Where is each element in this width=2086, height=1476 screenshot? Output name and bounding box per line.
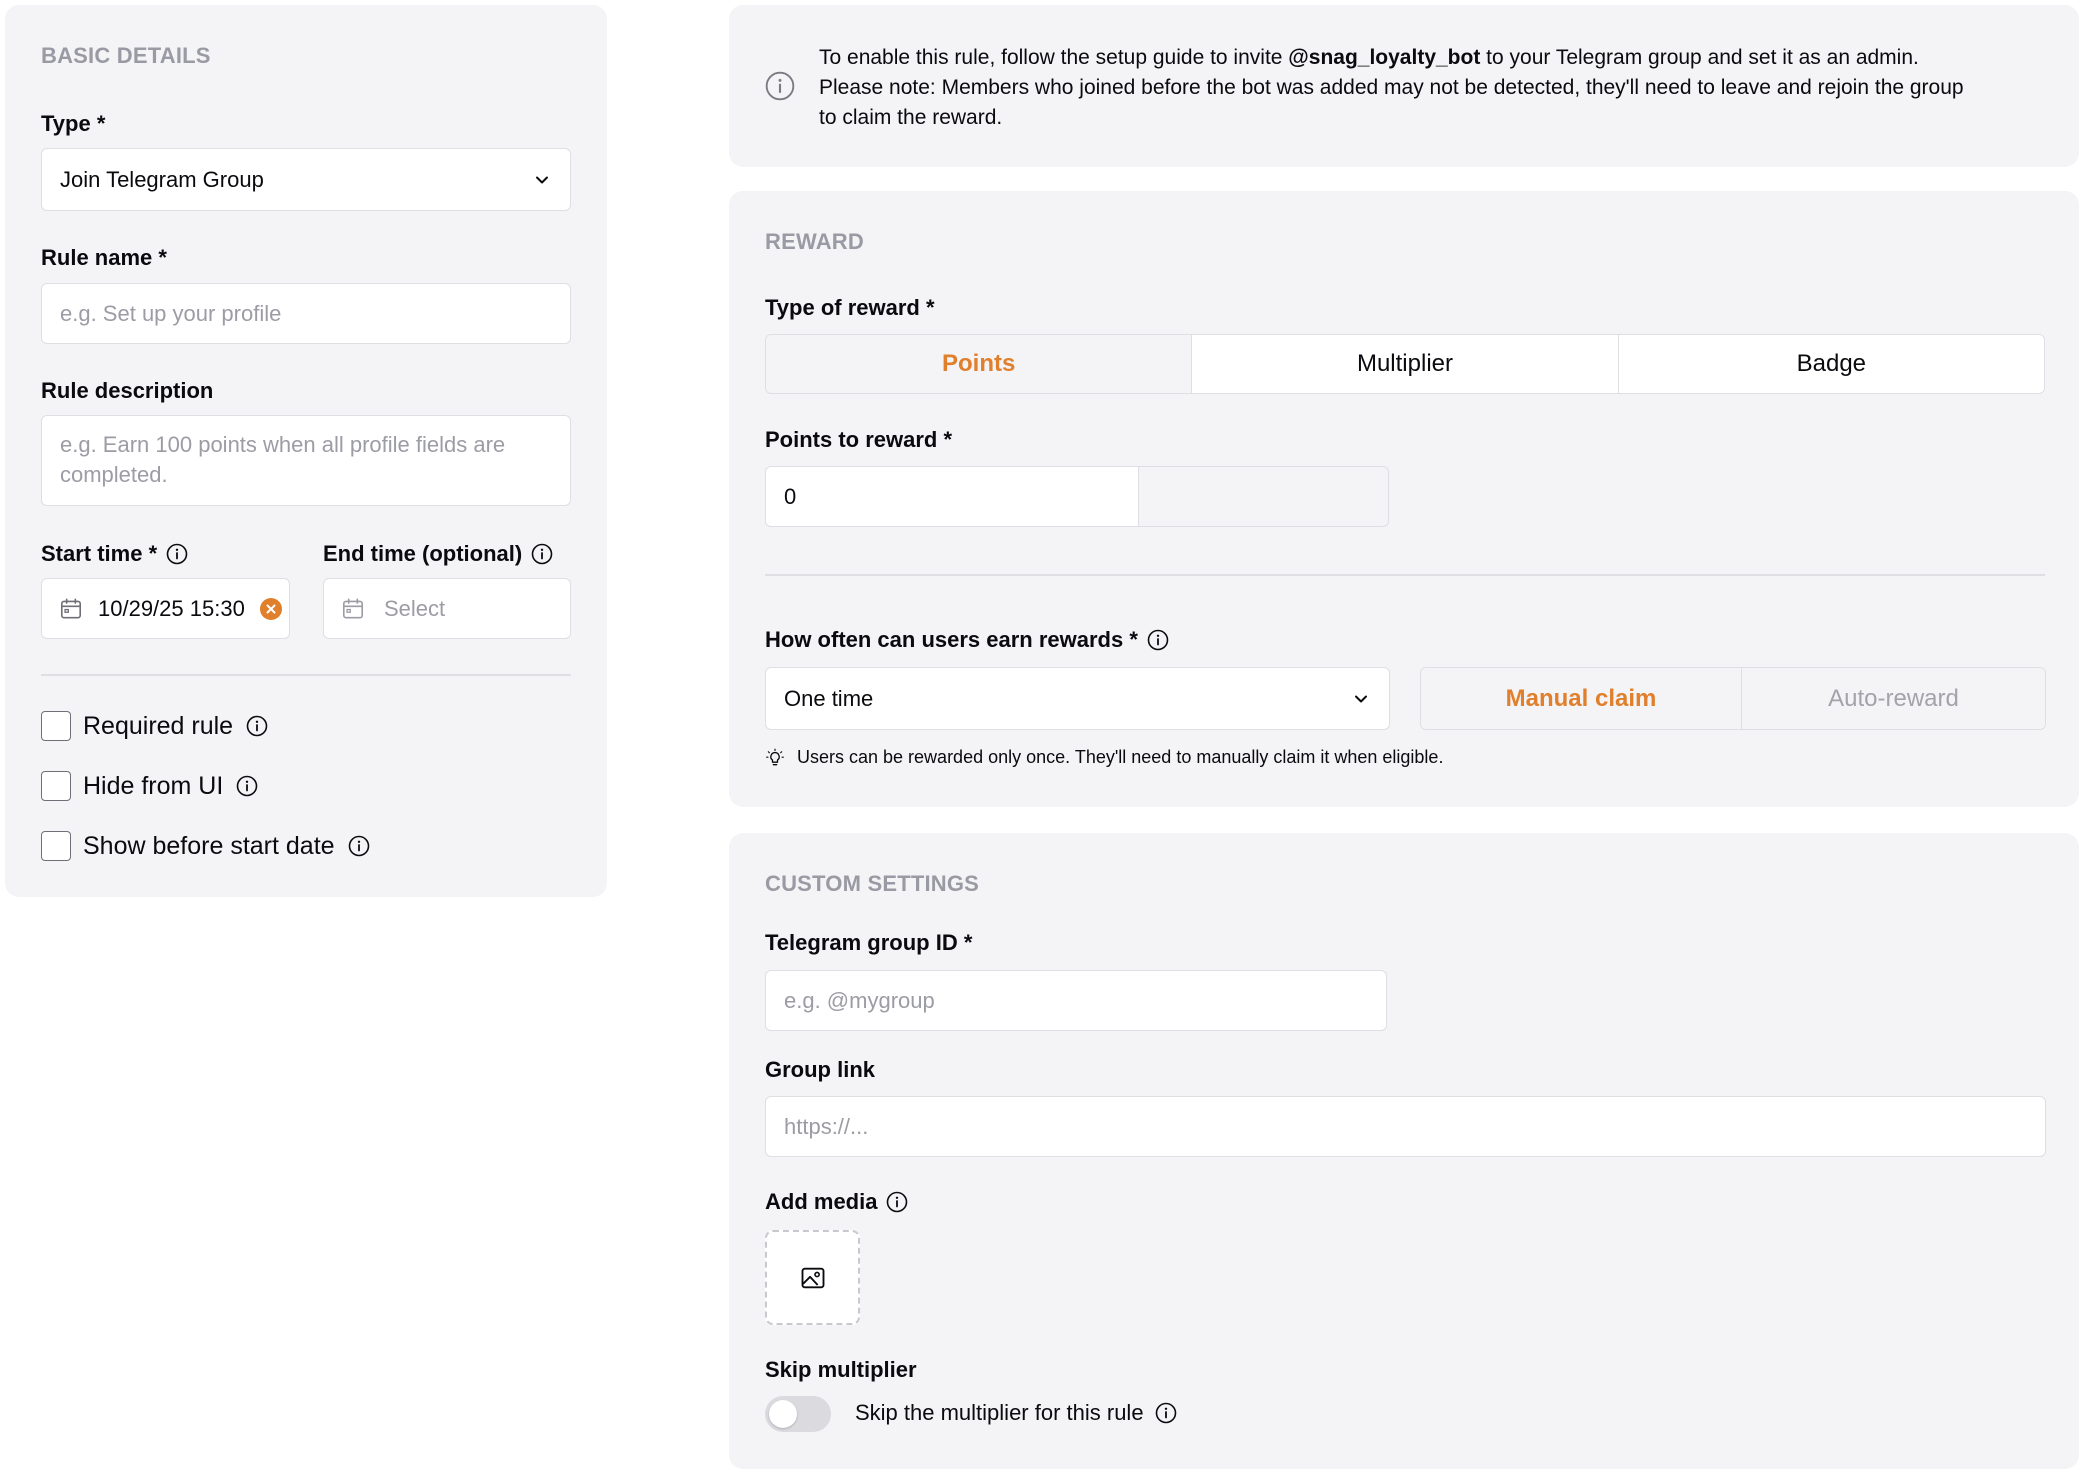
skip-multiplier-toggle-label: Skip the multiplier for this rule [855,1400,1178,1426]
rule-description-textarea[interactable] [41,415,571,506]
points-addon [1138,466,1389,527]
end-time-placeholder: Select [384,595,446,621]
section-title-custom: CUSTOM SETTINGS [765,871,980,896]
calendar-icon [340,596,366,622]
type-select[interactable] [41,148,571,211]
group-id-label: Telegram group ID * [765,930,973,955]
checkbox-label: Hide from UI [83,771,224,800]
start-time-label: Start time * [41,541,189,567]
lightbulb-icon [765,748,785,768]
info-icon[interactable] [245,714,269,738]
claim-mode-segmented [1420,667,2046,730]
claim-mode-manual[interactable]: Manual claim [1421,668,1742,729]
rule-name-placeholder: e.g. Set up your profile [60,300,282,326]
info-icon[interactable] [1154,1401,1178,1425]
section-title-reward: REWARD [765,229,864,254]
checkbox-label: Show before start date [83,831,335,860]
bot-name: @snag_loyalty_bot [1288,46,1481,69]
basic-details-card [5,5,607,897]
info-icon[interactable] [347,834,371,858]
skip-multiplier-label: Skip multiplier [765,1357,917,1382]
setup-notice-card [729,5,2079,167]
image-upload-icon [799,1264,827,1292]
clear-icon[interactable] [259,597,283,621]
end-time-label: End time (optional) [323,541,554,567]
info-circle-icon [764,70,796,102]
custom-settings-card [729,833,2079,1469]
group-id-input[interactable] [765,970,1387,1031]
checkbox-box[interactable] [41,771,71,801]
end-time-input[interactable] [323,578,571,639]
checkbox-box[interactable] [41,831,71,861]
add-media-label: Add media [765,1189,909,1215]
reward-type-badge[interactable]: Badge [1619,335,2044,393]
section-title-basic: BASIC DETAILS [41,43,211,68]
notice-line-3: to claim the reward. [819,106,1003,129]
rule-description-placeholder: e.g. Earn 100 points when all profile fields are completed. [60,432,506,487]
rule-name-input[interactable] [41,283,571,344]
type-select-value: Join Telegram Group [60,166,264,192]
chevron-down-icon [1351,689,1371,709]
frequency-label: How often can users earn rewards * [765,627,1170,653]
checkbox-hide-from-ui[interactable] [41,771,259,801]
points-value: 0 [784,483,797,509]
info-icon[interactable] [1146,628,1170,652]
info-icon[interactable] [530,542,554,566]
checkbox-show-before-start[interactable] [41,831,371,861]
chevron-down-icon [532,170,552,190]
add-media-dropzone[interactable] [765,1230,860,1325]
points-label: Points to reward * [765,427,953,452]
start-time-value: 10/29/25 15:30 [98,595,245,621]
checkbox-box[interactable] [41,711,71,741]
reward-type-points[interactable]: Points [766,335,1192,393]
divider [765,574,2045,576]
checkbox-label: Required rule [83,711,234,740]
group-link-placeholder: https://... [784,1113,869,1139]
rule-name-label: Rule name * [41,245,167,270]
divider [41,674,571,676]
frequency-select-value: One time [784,685,874,711]
calendar-icon [58,596,84,622]
group-link-label: Group link [765,1057,875,1082]
skip-multiplier-toggle[interactable] [765,1396,831,1432]
notice-line-1: To enable this rule, follow the setup guide to invite @snag_loyalty_bot to your Telegram group and set it as an admin. [819,46,1919,69]
claim-mode-auto[interactable]: Auto-reward [1742,668,2045,729]
notice-text [819,43,1964,133]
info-icon[interactable] [165,542,189,566]
reward-type-segmented [765,334,2045,394]
frequency-select[interactable] [765,667,1390,730]
points-input[interactable] [765,466,1140,527]
rule-description-label: Rule description [41,378,214,403]
reward-type-multiplier[interactable]: Multiplier [1192,335,1618,393]
info-icon[interactable] [885,1190,909,1214]
group-link-input[interactable] [765,1096,2046,1157]
start-time-input[interactable] [41,578,290,639]
group-id-placeholder: e.g. @mygroup [784,987,935,1013]
reward-hint: Users can be rewarded only once. They'll need to manually claim it when eligible. [765,747,1443,768]
notice-line-2: Please note: Members who joined before the bot was added may not be detected, they'll need to leave and rejoin the group [819,76,1964,99]
checkbox-required-rule[interactable] [41,711,269,741]
info-icon[interactable] [235,774,259,798]
reward-card [729,191,2079,807]
reward-type-label: Type of reward * [765,295,935,320]
type-label: Type * [41,111,106,136]
